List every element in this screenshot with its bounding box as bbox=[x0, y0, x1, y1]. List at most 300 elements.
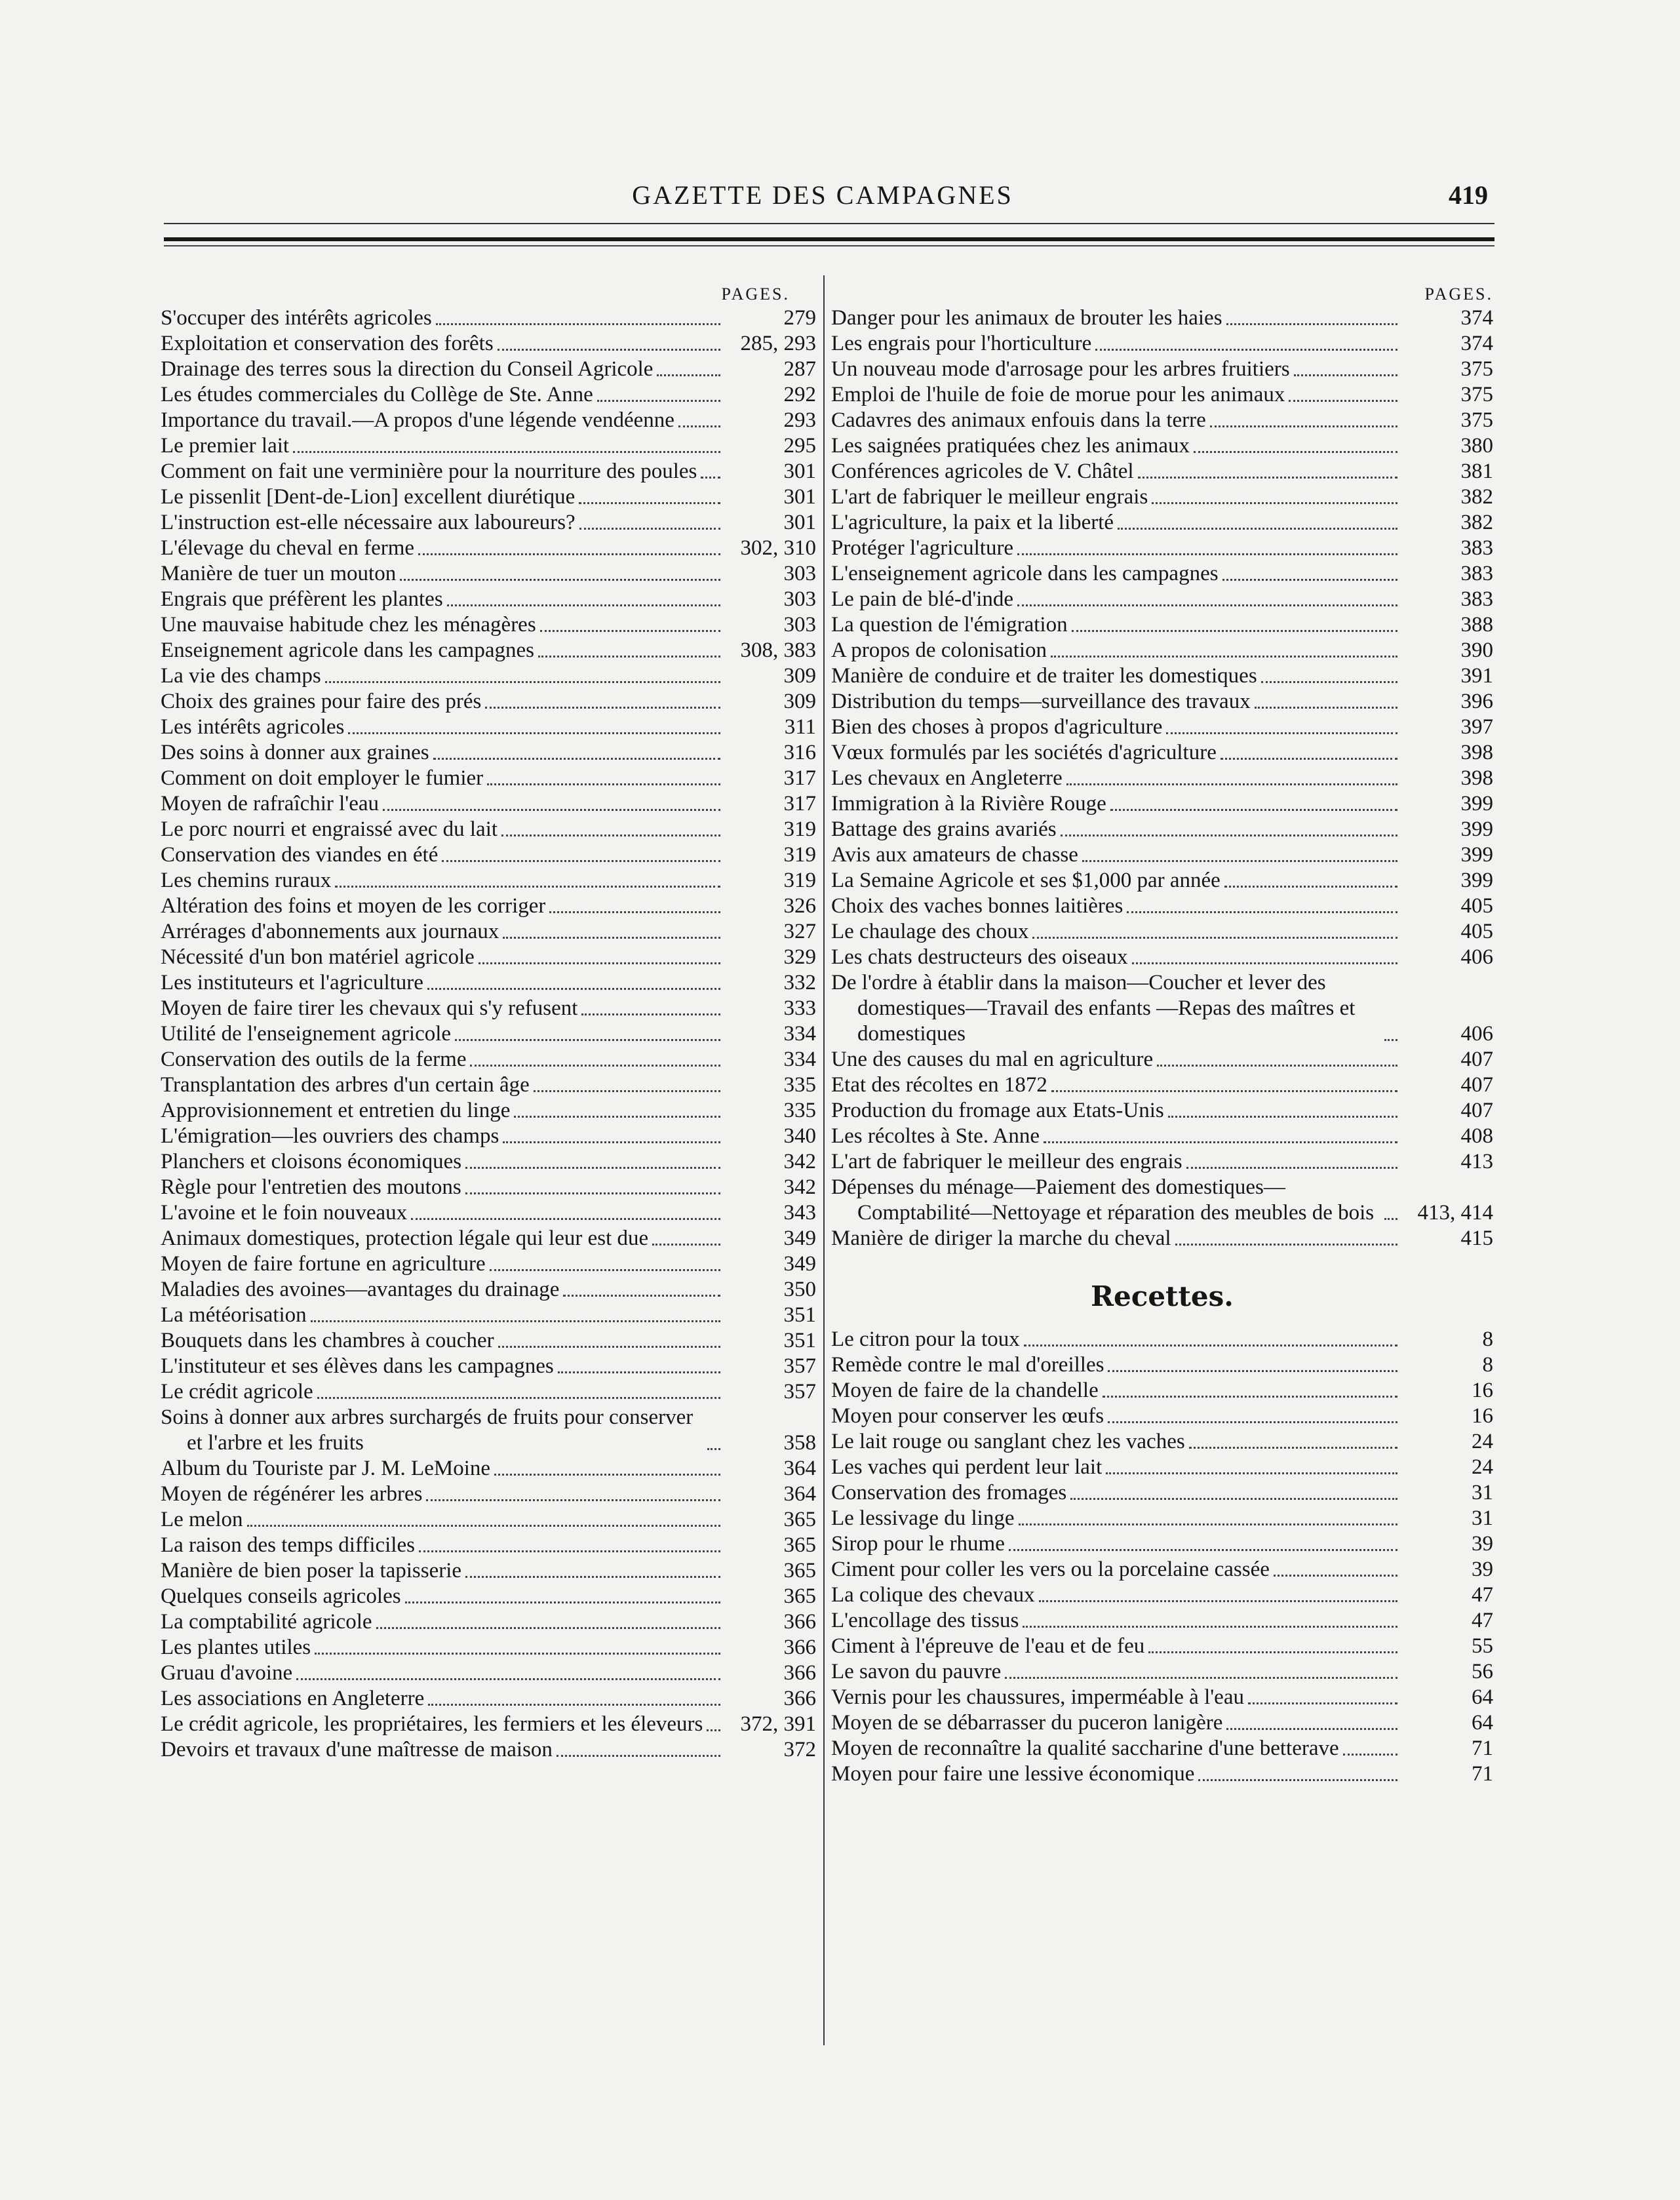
entry-pages: 397 bbox=[1460, 715, 1493, 739]
dot-leader bbox=[1051, 1090, 1397, 1092]
entry-title: Gruau d'avoine bbox=[161, 1661, 293, 1685]
entry-title: Le savon du pauvre bbox=[831, 1660, 1002, 1683]
entry-title: Le porc nourri et engraissé avec du lait bbox=[161, 817, 498, 841]
dot-leader bbox=[490, 1268, 720, 1271]
dot-leader bbox=[579, 527, 720, 530]
entry-title: Emploi de l'huile de foie de morue pour les animaux bbox=[831, 383, 1285, 406]
entry-title: Les vaches qui perdent leur lait bbox=[831, 1455, 1103, 1479]
entry-pages: 8 bbox=[1482, 1327, 1493, 1351]
dot-leader bbox=[503, 936, 720, 939]
entry-title: Une mauvaise habitude chez les ménagères bbox=[161, 613, 536, 637]
index-entry bbox=[831, 894, 1493, 919]
pages-label: PAGES. bbox=[1424, 285, 1493, 304]
page-number: 419 bbox=[1449, 180, 1488, 210]
dot-leader bbox=[405, 1601, 720, 1603]
entry-title: La comptabilité agricole bbox=[161, 1610, 372, 1634]
dot-leader bbox=[1194, 450, 1397, 453]
dot-leader bbox=[400, 578, 720, 581]
index-entry bbox=[161, 663, 816, 689]
entry-pages: 413 bbox=[1460, 1150, 1493, 1173]
entry-title: Arrérages d'abonnements aux journaux bbox=[161, 920, 499, 943]
entry-title: Importance du travail.—A propos d'une légende vendéenne bbox=[161, 408, 674, 432]
dot-leader bbox=[534, 1090, 720, 1092]
index-entry bbox=[161, 1456, 816, 1482]
entry-title: L'élevage du cheval en ferme bbox=[161, 536, 415, 560]
index-entry bbox=[161, 1277, 816, 1303]
entry-title: La raison des temps difficiles bbox=[161, 1533, 415, 1557]
entry-pages: 365 bbox=[783, 1559, 816, 1582]
dot-leader bbox=[1221, 757, 1397, 760]
entry-title: L'art de fabriquer le meilleur des engrais bbox=[831, 1150, 1182, 1173]
entry-pages: 350 bbox=[783, 1278, 816, 1301]
entry-pages: 383 bbox=[1460, 562, 1493, 585]
entry-title: Les instituteurs et l'agriculture bbox=[161, 971, 423, 994]
entry-pages: 8 bbox=[1482, 1353, 1493, 1377]
entry-pages: 364 bbox=[783, 1457, 816, 1480]
entry-pages: 31 bbox=[1472, 1506, 1493, 1530]
index-entry bbox=[161, 1609, 816, 1635]
index-entry bbox=[831, 612, 1493, 638]
index-entry bbox=[831, 945, 1493, 970]
dot-leader bbox=[1009, 1548, 1397, 1551]
index-entry bbox=[831, 1506, 1493, 1531]
header-rule-top bbox=[164, 223, 1494, 224]
dot-leader bbox=[514, 1115, 720, 1118]
index-entry bbox=[831, 868, 1493, 894]
index-entry bbox=[831, 1531, 1493, 1557]
entry-pages: 285, 293 bbox=[740, 332, 816, 355]
entry-title: Les récoltes à Ste. Anne bbox=[831, 1124, 1040, 1148]
dot-leader bbox=[1005, 1676, 1397, 1679]
entry-title: Manière de conduire et de traiter les domestiques bbox=[831, 664, 1257, 688]
dot-leader bbox=[707, 1729, 720, 1731]
dot-leader bbox=[652, 1243, 720, 1246]
index-entry bbox=[831, 1378, 1493, 1404]
dot-leader bbox=[557, 1754, 720, 1757]
entry-pages: 349 bbox=[783, 1252, 816, 1276]
index-entry bbox=[161, 382, 816, 408]
entry-pages: 287 bbox=[783, 357, 816, 381]
entry-title: Le crédit agricole, les propriétaires, les fermiers et les éleveurs bbox=[161, 1712, 703, 1736]
entry-title: Les plantes utiles bbox=[161, 1636, 311, 1659]
dot-leader bbox=[436, 323, 720, 325]
entry-title: L'encollage des tissus bbox=[831, 1609, 1019, 1632]
dot-leader bbox=[1032, 936, 1397, 939]
entry-pages: 303 bbox=[783, 562, 816, 585]
index-entry bbox=[831, 817, 1493, 842]
index-entry bbox=[831, 1761, 1493, 1787]
index-entry bbox=[831, 1149, 1493, 1175]
entry-pages: 301 bbox=[783, 485, 816, 509]
entry-title: Animaux domestiques, protection légale qui leur est due bbox=[161, 1227, 649, 1250]
entry-title: Moyen de se débarrasser du puceron lanigère bbox=[831, 1711, 1223, 1735]
entry-pages: 292 bbox=[783, 383, 816, 406]
entry-title: Sirop pour le rhume bbox=[831, 1532, 1005, 1556]
entry-pages: 375 bbox=[1460, 408, 1493, 432]
dot-leader bbox=[311, 1320, 720, 1322]
index-entry bbox=[161, 433, 816, 459]
index-entry bbox=[161, 1047, 816, 1072]
entry-title: Moyen pour faire une lessive économique bbox=[831, 1762, 1195, 1786]
dot-leader bbox=[465, 1166, 720, 1169]
dot-leader bbox=[597, 399, 720, 402]
dot-leader bbox=[1384, 1217, 1397, 1220]
index-entry bbox=[831, 510, 1493, 536]
entry-pages: 335 bbox=[783, 1099, 816, 1122]
dot-leader bbox=[1222, 578, 1397, 581]
dot-leader bbox=[1039, 1600, 1397, 1602]
index-entry bbox=[161, 1303, 816, 1328]
index-entry bbox=[831, 1582, 1493, 1608]
entry-pages: 365 bbox=[783, 1584, 816, 1608]
entry-pages: 316 bbox=[783, 741, 816, 764]
dot-leader bbox=[1175, 1243, 1397, 1246]
index-entry bbox=[831, 1124, 1493, 1149]
index-entry bbox=[161, 1533, 816, 1558]
entry-pages: 71 bbox=[1472, 1762, 1493, 1786]
dot-leader bbox=[1066, 783, 1397, 785]
index-entry bbox=[161, 791, 816, 817]
dot-leader bbox=[503, 1141, 720, 1143]
dot-leader bbox=[549, 911, 720, 913]
dot-leader bbox=[427, 987, 720, 990]
entry-title: Nécessité d'un bon matériel agricole bbox=[161, 945, 475, 969]
entry-title: Conservation des viandes en été bbox=[161, 843, 439, 867]
index-entry bbox=[831, 536, 1493, 561]
entry-title: Moyen de rafraîchir l'eau bbox=[161, 792, 380, 815]
dot-leader bbox=[1384, 1038, 1397, 1041]
entry-title: Enseignement agricole dans les campagnes bbox=[161, 638, 534, 662]
entry-title: Les chats destructeurs des oiseaux bbox=[831, 945, 1128, 969]
entry-pages: 334 bbox=[783, 1048, 816, 1071]
pages-label: PAGES. bbox=[721, 285, 790, 304]
entry-pages: 335 bbox=[783, 1073, 816, 1097]
index-entry bbox=[831, 1098, 1493, 1124]
entry-title: Le lait rouge ou sanglant chez les vaches bbox=[831, 1430, 1185, 1453]
dot-leader bbox=[1261, 680, 1397, 683]
dot-leader bbox=[293, 450, 720, 453]
entry-pages: 388 bbox=[1460, 613, 1493, 637]
index-entry bbox=[161, 408, 816, 433]
entry-title: Bien des choses à propos d'agriculture bbox=[831, 715, 1163, 739]
dot-leader bbox=[376, 1626, 720, 1629]
dot-leader bbox=[1157, 1064, 1397, 1067]
index-entry bbox=[161, 1558, 816, 1584]
running-head bbox=[157, 176, 1488, 215]
journal-title: GAZETTE DES CAMPAGNES bbox=[632, 180, 1013, 210]
entry-pages: 64 bbox=[1472, 1685, 1493, 1709]
entry-title: Cadavres des animaux enfouis dans la terre bbox=[831, 408, 1206, 432]
index-entry bbox=[831, 766, 1493, 791]
dot-leader bbox=[501, 834, 720, 836]
dot-leader bbox=[296, 1678, 720, 1680]
index-entry bbox=[161, 510, 816, 536]
dot-leader bbox=[487, 783, 720, 785]
entry-pages: 406 bbox=[1460, 1022, 1493, 1046]
entry-title: Les intérêts agricoles bbox=[161, 715, 345, 739]
index-entry bbox=[161, 970, 816, 996]
dot-leader bbox=[1051, 655, 1397, 658]
index-entry bbox=[161, 459, 816, 484]
entry-pages: 408 bbox=[1460, 1124, 1493, 1148]
entry-pages: 383 bbox=[1460, 536, 1493, 560]
index-entry bbox=[161, 357, 816, 382]
entry-pages: 375 bbox=[1460, 357, 1493, 381]
index-entry bbox=[161, 766, 816, 791]
entry-title: Moyen pour conserver les œufs bbox=[831, 1404, 1104, 1428]
index-entry bbox=[831, 970, 1493, 1047]
entry-title: Protéger l'agriculture bbox=[831, 536, 1014, 560]
index-entry bbox=[161, 740, 816, 766]
index-entry bbox=[161, 305, 816, 331]
entry-pages: 380 bbox=[1460, 434, 1493, 458]
entry-pages: 39 bbox=[1472, 1532, 1493, 1556]
index-entry bbox=[161, 612, 816, 638]
index-entry bbox=[161, 1124, 816, 1149]
dot-leader bbox=[465, 1192, 720, 1194]
dot-leader bbox=[498, 348, 720, 351]
entry-title: Les chemins ruraux bbox=[161, 869, 332, 892]
index-entry bbox=[161, 1098, 816, 1124]
entry-pages: 317 bbox=[783, 766, 816, 790]
dot-leader bbox=[348, 732, 720, 734]
dot-leader bbox=[1198, 1778, 1397, 1781]
entry-title: Altération des foins et moyen de les corriger bbox=[161, 894, 546, 918]
entry-pages: 382 bbox=[1460, 485, 1493, 509]
dot-leader bbox=[1138, 476, 1397, 479]
dot-leader bbox=[317, 1396, 720, 1399]
entry-title: Manière de tuer un mouton bbox=[161, 562, 397, 585]
entry-title: Utilité de l'enseignement agricole bbox=[161, 1022, 452, 1046]
index-entry bbox=[831, 382, 1493, 408]
dot-leader bbox=[1061, 834, 1397, 836]
entry-title: Les engrais pour l'horticulture bbox=[831, 332, 1092, 355]
dot-leader bbox=[1017, 604, 1397, 606]
entry-pages: 407 bbox=[1460, 1048, 1493, 1071]
index-entry bbox=[831, 1352, 1493, 1378]
entry-pages: 301 bbox=[783, 460, 816, 483]
dot-leader bbox=[1210, 425, 1397, 427]
entry-pages: 327 bbox=[783, 920, 816, 943]
entry-pages: 309 bbox=[783, 690, 816, 713]
entry-title: Conférences agricoles de V. Châtel bbox=[831, 460, 1134, 483]
index-entry bbox=[831, 331, 1493, 357]
index-entry bbox=[161, 1328, 816, 1354]
entry-title: Approvisionnement et entretien du linge bbox=[161, 1099, 511, 1122]
dot-leader bbox=[447, 604, 720, 606]
dot-leader bbox=[678, 425, 720, 427]
dot-leader bbox=[701, 476, 720, 479]
entry-pages: 349 bbox=[783, 1227, 816, 1250]
entry-title: Le chaulage des choux bbox=[831, 920, 1029, 943]
index-entry bbox=[161, 996, 816, 1021]
index-entry bbox=[831, 408, 1493, 433]
left-column bbox=[161, 282, 816, 1763]
index-entry bbox=[831, 1710, 1493, 1736]
index-entry bbox=[831, 1404, 1493, 1429]
entry-title: Etat des récoltes en 1872 bbox=[831, 1073, 1047, 1097]
entry-title: Les saignées pratiquées chez les animaux bbox=[831, 434, 1190, 458]
entry-pages: 293 bbox=[783, 408, 816, 432]
dot-leader bbox=[1152, 501, 1397, 504]
index-entry bbox=[831, 1072, 1493, 1098]
index-entry bbox=[161, 1635, 816, 1660]
dot-leader bbox=[411, 1217, 720, 1220]
entry-pages: 372, 391 bbox=[740, 1712, 816, 1736]
entry-title: Ciment à l'épreuve de l'eau et de feu bbox=[831, 1634, 1145, 1658]
index-entry bbox=[161, 1584, 816, 1609]
right-pages-header bbox=[831, 282, 1493, 305]
dot-leader bbox=[498, 1345, 720, 1348]
entry-pages: 405 bbox=[1460, 920, 1493, 943]
dot-leader bbox=[1103, 1395, 1397, 1398]
entry-pages: 399 bbox=[1460, 843, 1493, 867]
dot-leader bbox=[1017, 553, 1397, 555]
entry-title: L'instruction est-elle nécessaire aux laboureurs? bbox=[161, 511, 576, 534]
dot-leader bbox=[563, 1294, 720, 1297]
entry-pages: 374 bbox=[1460, 306, 1493, 330]
entry-title: Le melon bbox=[161, 1508, 243, 1531]
index-entry bbox=[831, 1455, 1493, 1480]
entry-title: Les chevaux en Angleterre bbox=[831, 766, 1063, 790]
dot-leader bbox=[1070, 1497, 1397, 1500]
entry-pages: 319 bbox=[783, 869, 816, 892]
index-entry bbox=[831, 1175, 1493, 1226]
entry-pages: 302, 310 bbox=[740, 536, 816, 560]
index-entry bbox=[831, 561, 1493, 587]
entry-pages: 366 bbox=[783, 1636, 816, 1659]
entry-title: Quelques conseils agricoles bbox=[161, 1584, 401, 1608]
entry-pages: 71 bbox=[1472, 1737, 1493, 1760]
dot-leader bbox=[1343, 1753, 1397, 1756]
entry-title: Choix des graines pour faire des prés bbox=[161, 690, 482, 713]
entry-pages: 342 bbox=[783, 1175, 816, 1199]
entry-pages: 47 bbox=[1472, 1609, 1493, 1632]
index-entry bbox=[161, 536, 816, 561]
index-entry bbox=[831, 1327, 1493, 1352]
entry-title: Drainage des terres sous la direction du Conseil Agricole bbox=[161, 357, 654, 381]
entry-title: Devoirs et travaux d'une maîtresse de maison bbox=[161, 1738, 553, 1761]
dot-leader bbox=[1148, 1651, 1397, 1653]
index-entry bbox=[161, 1482, 816, 1507]
entry-title: Le pain de blé-d'inde bbox=[831, 587, 1014, 611]
dot-leader bbox=[1082, 859, 1397, 862]
entry-title: Moyen de régénérer les arbres bbox=[161, 1482, 423, 1506]
entry-title: Moyen de faire tirer les chevaux qui s'y refusent bbox=[161, 996, 578, 1020]
entry-title: Maladies des avoines—avantages du drainage bbox=[161, 1278, 560, 1301]
index-entry bbox=[161, 868, 816, 894]
index-entry bbox=[831, 459, 1493, 484]
entry-title: Distribution du temps—surveillance des travaux bbox=[831, 690, 1251, 713]
entry-pages: 351 bbox=[783, 1303, 816, 1327]
index-entry bbox=[831, 1429, 1493, 1455]
entry-title: Manière de bien poser la tapisserie bbox=[161, 1559, 462, 1582]
dot-leader bbox=[1255, 706, 1397, 709]
entry-pages: 365 bbox=[783, 1533, 816, 1557]
entry-title: La météorisation bbox=[161, 1303, 307, 1327]
entry-pages: 55 bbox=[1472, 1634, 1493, 1658]
index-entry bbox=[831, 1226, 1493, 1251]
entry-title: Ciment pour coller les vers ou la porcelaine cassée bbox=[831, 1558, 1270, 1581]
dot-leader bbox=[465, 1575, 720, 1578]
left-pages-header bbox=[161, 282, 816, 305]
index-entry bbox=[161, 1021, 816, 1047]
index-entry bbox=[161, 1507, 816, 1533]
index-entry bbox=[831, 638, 1493, 663]
entry-pages: 319 bbox=[783, 817, 816, 841]
recettes-entry-list bbox=[831, 1327, 1493, 1787]
index-entry bbox=[831, 1659, 1493, 1685]
entry-title: Bouquets dans les chambres à coucher bbox=[161, 1329, 494, 1352]
header-rule-thick bbox=[164, 237, 1494, 241]
entry-title: Moyen de reconnaître la qualité saccharine d'une betterave bbox=[831, 1737, 1339, 1760]
index-entry bbox=[161, 842, 816, 868]
entry-pages: 358 bbox=[783, 1431, 816, 1455]
dot-leader bbox=[1189, 1446, 1397, 1449]
right-column bbox=[831, 282, 1493, 1787]
entry-title: Conservation des fromages bbox=[831, 1481, 1067, 1504]
dot-leader bbox=[581, 1013, 720, 1015]
index-entry bbox=[831, 1736, 1493, 1761]
entry-pages: 326 bbox=[783, 894, 816, 918]
dot-leader bbox=[1106, 1472, 1397, 1474]
index-entry bbox=[831, 357, 1493, 382]
index-entry bbox=[161, 331, 816, 357]
dot-leader bbox=[1072, 629, 1397, 632]
index-entry bbox=[831, 1608, 1493, 1634]
dot-leader bbox=[428, 1703, 720, 1706]
entry-pages: 56 bbox=[1472, 1660, 1493, 1683]
entry-title: De l'ordre à établir dans la maison—Coucher et lever des domestiques—Travail des enfants —Repas des maîtres et domestiques bbox=[831, 971, 1356, 1046]
entry-pages: 399 bbox=[1460, 869, 1493, 892]
index-entry bbox=[831, 791, 1493, 817]
index-entry bbox=[161, 689, 816, 715]
index-entry bbox=[161, 1686, 816, 1712]
dot-leader bbox=[335, 885, 720, 888]
header-rule-bottom bbox=[164, 245, 1494, 246]
entry-title: Règle pour l'entretien des moutons bbox=[161, 1175, 461, 1199]
entry-title: Le crédit agricole bbox=[161, 1380, 313, 1404]
entry-title: Manière de diriger la marche du cheval bbox=[831, 1227, 1171, 1250]
dot-leader bbox=[1294, 374, 1397, 376]
index-entry bbox=[161, 945, 816, 970]
dot-leader bbox=[1108, 1421, 1397, 1423]
dot-leader bbox=[494, 1473, 720, 1476]
entry-title: Remède contre le mal d'oreilles bbox=[831, 1353, 1104, 1377]
index-entry bbox=[161, 561, 816, 587]
entry-title: Avis aux amateurs de chasse bbox=[831, 843, 1078, 867]
entry-title: L'enseignement agricole dans les campagnes bbox=[831, 562, 1219, 585]
entry-title: Les associations en Angleterre bbox=[161, 1687, 425, 1710]
entry-title: L'instituteur et ses élèves dans les campagnes bbox=[161, 1354, 554, 1378]
entry-title: Vœux formulés par les sociétés d'agriculture bbox=[831, 741, 1217, 764]
entry-pages: 64 bbox=[1472, 1711, 1493, 1735]
index-entry bbox=[831, 842, 1493, 868]
entry-pages: 407 bbox=[1460, 1073, 1493, 1097]
dot-leader bbox=[1226, 1727, 1397, 1730]
entry-title: L'art de fabriquer le meilleur engrais bbox=[831, 485, 1148, 509]
entry-pages: 407 bbox=[1460, 1099, 1493, 1122]
right-entry-list bbox=[831, 305, 1493, 1251]
entry-title: L'émigration—les ouvriers des champs bbox=[161, 1124, 499, 1148]
index-entry bbox=[161, 1737, 816, 1763]
entry-title: Le pissenlit [Dent-de-Lion] excellent diurétique bbox=[161, 485, 576, 509]
entry-pages: 413, 414 bbox=[1417, 1201, 1493, 1225]
entry-title: Le citron pour la toux bbox=[831, 1327, 1020, 1351]
index-entry bbox=[161, 1354, 816, 1379]
entry-title: Le premier lait bbox=[161, 434, 290, 458]
entry-pages: 399 bbox=[1460, 817, 1493, 841]
